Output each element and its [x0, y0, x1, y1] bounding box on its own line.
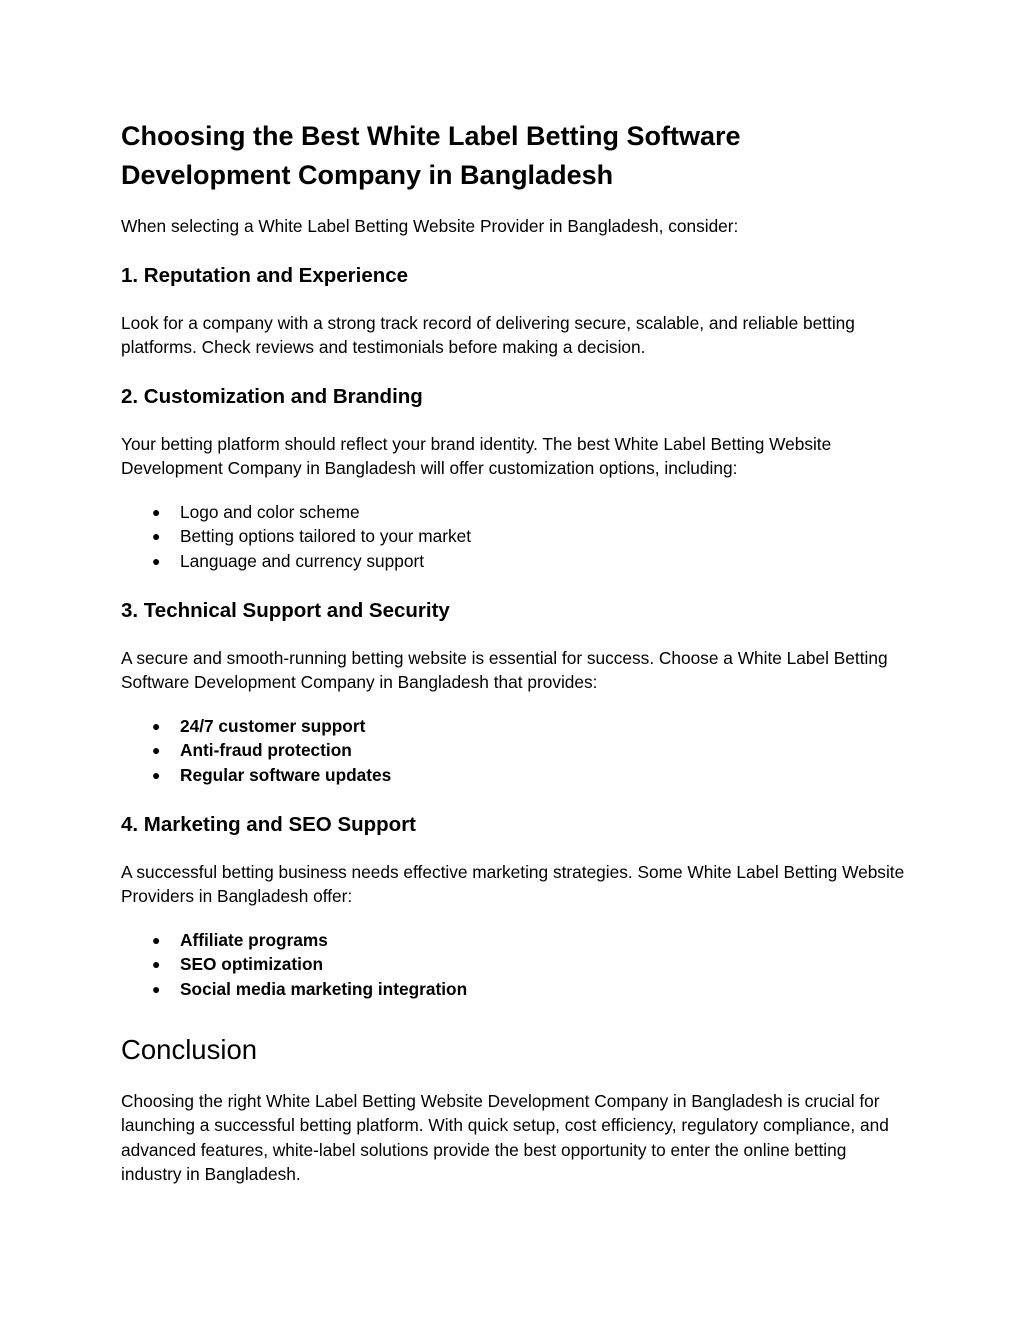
marketing-bullet-list [121, 928, 467, 1001]
bullet-icon: ● [152, 504, 161, 520]
bullet-icon: ● [152, 528, 161, 545]
conclusion-heading: Conclusion [121, 1034, 258, 1065]
list-item: ● SEO optimization [121, 952, 467, 976]
list-item: ● Betting options tailored to your market [121, 524, 471, 548]
bullet-icon: ● [152, 552, 161, 569]
section-heading-customization: 2. Customization and Branding [121, 385, 423, 408]
customization-bullet-list [121, 500, 471, 573]
security-bullet-list [121, 714, 391, 787]
section-paragraph-security: A secure and smooth-running betting website is essential for success. Choose a White Label Betting Software Development Company in Bangladesh that provides: [121, 648, 888, 693]
list-item: ● Logo and color scheme [121, 500, 471, 524]
bullet-icon: ● [152, 980, 161, 997]
section-heading-reputation: 1. Reputation and Experience [121, 264, 409, 287]
list-item: ● Anti-fraud protection [121, 738, 391, 762]
section-heading-security: 3. Technical Support and Security [121, 599, 450, 622]
bullet-icon: ● [152, 718, 161, 734]
bullet-icon: ● [152, 932, 161, 948]
intro-paragraph: When selecting a White Label Betting Website Provider in Bangladesh, consider: [121, 216, 739, 236]
list-item: ● Regular software updates [121, 763, 391, 787]
bullet-icon: ● [152, 956, 161, 973]
section-paragraph-marketing: A successful betting business needs effective marketing strategies. Some White Label Betting Website Providers in Bangladesh offer: [121, 862, 905, 907]
document-title: Choosing the Best White Label Betting Software Development Company in Bangladesh [121, 121, 741, 190]
bullet-icon: ● [152, 766, 161, 783]
list-item: ● Affiliate programs [121, 928, 467, 952]
conclusion-paragraph: Choosing the right White Label Betting Website Development Company in Bangladesh is crucial for launching a successful betting platform. With quick setup, cost efficiency, regulatory compliance, and advanced features, white-label solutions provide the best opportunity to enter the online betting industry in Bangladesh. [121, 1091, 889, 1185]
bullet-icon: ● [152, 742, 161, 759]
list-item: ● Social media marketing integration [121, 977, 467, 1001]
section-heading-marketing: 4. Marketing and SEO Support [121, 813, 417, 836]
list-item: ● Language and currency support [121, 549, 471, 573]
section-paragraph-reputation: Look for a company with a strong track record of delivering secure, scalable, and reliable betting platforms. Check reviews and testimonials before making a decision. [121, 313, 855, 358]
list-item: ● 24/7 customer support [121, 714, 391, 738]
section-paragraph-customization: Your betting platform should reflect your brand identity. The best White Label Betting Website Development Company in Bangladesh will offer customization options, including: [121, 434, 832, 479]
